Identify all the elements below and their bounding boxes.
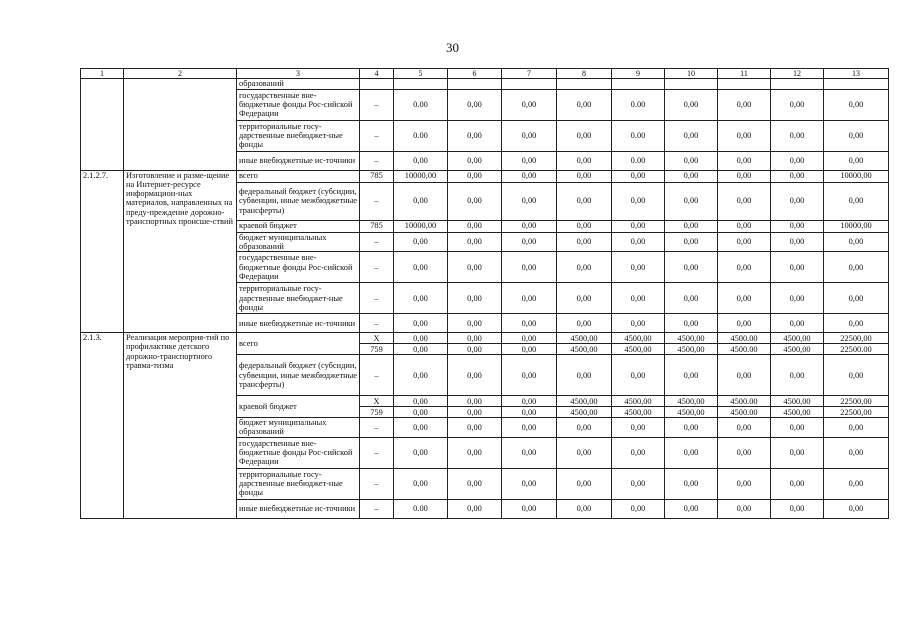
value-cell: 0,00 [448, 89, 502, 120]
value-cell: 0,00 [557, 468, 612, 499]
value-cell: 0,00 [502, 407, 557, 418]
value-cell: 0,00 [448, 120, 502, 151]
source-label: образований [237, 79, 360, 89]
value-cell: 0,00 [612, 355, 665, 396]
value-cell: 0,00 [448, 468, 502, 499]
value-cell: 22500,00 [824, 407, 889, 418]
value-cell: 0,00 [394, 418, 448, 438]
table-row [81, 170, 889, 182]
value-cell: 0,00 [394, 151, 448, 170]
value-cell: 10000,00 [824, 220, 889, 232]
value-cell: 0,00 [448, 232, 502, 252]
value-cell [771, 79, 824, 89]
value-cell: 0,00 [612, 437, 665, 468]
value-cell: 0,00 [771, 232, 824, 252]
value-cell: 0,00 [557, 232, 612, 252]
header-cell: 3 [237, 69, 360, 79]
value-cell: 0,00 [771, 283, 824, 314]
value-cell: 0,00 [824, 252, 889, 283]
value-cell: 0,00 [718, 437, 771, 468]
value-cell: 0,00 [502, 333, 557, 344]
value-cell: – [360, 252, 394, 283]
value-cell: 4500.00 [718, 407, 771, 418]
value-cell: 785 [360, 220, 394, 232]
header-cell: 10 [665, 69, 718, 79]
value-cell: 0,00 [718, 468, 771, 499]
value-cell [718, 79, 771, 89]
value-cell: – [360, 89, 394, 120]
value-cell: 0,00 [502, 170, 557, 182]
value-cell: 4500,00 [557, 333, 612, 344]
value-cell: 0.00 [612, 89, 665, 120]
value-cell: – [360, 437, 394, 468]
value-cell: – [360, 120, 394, 151]
value-cell [448, 79, 502, 89]
value-cell: 0,00 [612, 468, 665, 499]
value-cell: 0,00 [824, 120, 889, 151]
header-cell: 11 [718, 69, 771, 79]
value-cell: 4500,00 [771, 333, 824, 344]
value-cell: 0,00 [557, 314, 612, 333]
source-label: бюджет муниципальных образований [237, 232, 360, 252]
value-cell: 0,00 [448, 314, 502, 333]
value-cell: 4500,00 [612, 344, 665, 355]
header-cell: 5 [394, 69, 448, 79]
value-cell: 0,00 [612, 252, 665, 283]
value-cell: 0,00 [448, 407, 502, 418]
value-cell: 0,00 [394, 252, 448, 283]
value-cell [824, 79, 889, 89]
value-cell: 0,00 [502, 120, 557, 151]
value-cell: 10000,00 [824, 170, 889, 182]
header-cell: 9 [612, 69, 665, 79]
value-cell: 4500,00 [665, 344, 718, 355]
value-cell: 0,00 [394, 407, 448, 418]
value-cell [612, 79, 665, 89]
value-cell: 0,00 [557, 283, 612, 314]
value-cell: 0,00 [771, 252, 824, 283]
header-cell: 1 [81, 69, 124, 79]
value-cell: 0,00 [771, 120, 824, 151]
value-cell: 0,00 [824, 499, 889, 518]
item-code [81, 79, 124, 170]
value-cell: 0,00 [718, 355, 771, 396]
item-name: Реализация мероприя-тий по профилактике детского дорожно-транспортного травма-тизма [124, 333, 237, 519]
value-cell: 0,00 [665, 170, 718, 182]
value-cell: 0,00 [665, 437, 718, 468]
value-cell: 0,00 [718, 499, 771, 518]
value-cell: X [360, 333, 394, 344]
item-name: Изготовление и разме-щение на Интернет-ресурсе информацион-ных материалов, направленных на преду-преждение дорожно-транспортных происше-ствий [124, 170, 237, 333]
header-cell: 8 [557, 69, 612, 79]
value-cell: 0,00 [824, 283, 889, 314]
source-label: территориальные госу-дарственные внебюджет-ные фонды [237, 468, 360, 499]
value-cell: 0,00 [612, 499, 665, 518]
value-cell: 0,00 [502, 252, 557, 283]
value-cell: 0,00 [718, 283, 771, 314]
value-cell: 0,00 [502, 283, 557, 314]
source-label: территориальные госу-дарственные внебюджет-ные фонды [237, 120, 360, 151]
value-cell [360, 79, 394, 89]
source-label: всего [237, 170, 360, 182]
value-cell: 4500,00 [665, 333, 718, 344]
value-cell: 0,00 [771, 170, 824, 182]
value-cell: 0,00 [557, 182, 612, 220]
value-cell: 0,00 [612, 170, 665, 182]
value-cell: 0,00 [771, 468, 824, 499]
value-cell: 0,00 [448, 344, 502, 355]
value-cell [394, 79, 448, 89]
value-cell: 0,00 [612, 418, 665, 438]
value-cell: 0,00 [665, 314, 718, 333]
value-cell: 0,00 [665, 355, 718, 396]
value-cell: – [360, 468, 394, 499]
header-row [81, 69, 889, 79]
source-label: государственные вне-бюджетные фонды Рос-сийской Федерации [237, 89, 360, 120]
value-cell: 4500,00 [771, 407, 824, 418]
value-cell: 0,00 [665, 468, 718, 499]
value-cell: 0,00 [448, 333, 502, 344]
value-cell: 0,00 [557, 355, 612, 396]
value-cell: 4500,00 [665, 407, 718, 418]
value-cell: 0,00 [502, 396, 557, 407]
value-cell: 0,00 [448, 220, 502, 232]
value-cell: 0,00 [557, 220, 612, 232]
value-cell: 0,00 [665, 182, 718, 220]
value-cell: 0,00 [824, 232, 889, 252]
value-cell: 0,00 [448, 418, 502, 438]
value-cell: 10000,00 [394, 220, 448, 232]
value-cell: 0.00 [612, 120, 665, 151]
value-cell: 0,00 [665, 151, 718, 170]
value-cell: 0,00 [771, 182, 824, 220]
value-cell: 0,00 [502, 418, 557, 438]
value-cell: 0,00 [502, 220, 557, 232]
value-cell: 0,00 [394, 283, 448, 314]
value-cell: 0,00 [665, 418, 718, 438]
value-cell: 0,00 [824, 151, 889, 170]
budget-table [80, 68, 889, 519]
value-cell: 0,00 [824, 89, 889, 120]
source-label: краевой бюджет [237, 220, 360, 232]
value-cell: 4500,00 [612, 407, 665, 418]
source-label: федеральный бюджет (субсидии, субвенции, иные межбюджетные трансферты) [237, 355, 360, 396]
header-cell: 4 [360, 69, 394, 79]
value-cell: 0,00 [718, 151, 771, 170]
source-label: бюджет муниципальных образований [237, 418, 360, 438]
value-cell: 0,00 [448, 396, 502, 407]
value-cell: 0,00 [665, 232, 718, 252]
value-cell: 4500.00 [718, 344, 771, 355]
value-cell: 0,00 [394, 344, 448, 355]
table-body [81, 69, 889, 519]
item-code: 2.1.3. [81, 333, 124, 519]
value-cell: 759 [360, 344, 394, 355]
value-cell: 0,00 [824, 468, 889, 499]
value-cell: 4500,00 [771, 344, 824, 355]
source-label: территориальные госу-дарственные внебюджет-ные фонды [237, 283, 360, 314]
value-cell: 0,00 [718, 252, 771, 283]
value-cell: 0,00 [502, 232, 557, 252]
value-cell: 0,00 [502, 89, 557, 120]
value-cell: – [360, 151, 394, 170]
value-cell: 0,00 [665, 252, 718, 283]
source-label: государственные вне-бюджетные фонды Рос-сийской Федерации [237, 252, 360, 283]
header-cell: 6 [448, 69, 502, 79]
value-cell: 0,00 [502, 182, 557, 220]
source-label: иные внебюджетные ис-точники [237, 499, 360, 518]
value-cell: 0,00 [612, 220, 665, 232]
value-cell: 0,00 [557, 120, 612, 151]
value-cell: – [360, 232, 394, 252]
value-cell: 0,00 [665, 89, 718, 120]
value-cell: 0,00 [665, 220, 718, 232]
value-cell: 0,00 [718, 182, 771, 220]
value-cell: 0,00 [718, 120, 771, 151]
value-cell: 0,00 [502, 314, 557, 333]
value-cell: 0,00 [824, 314, 889, 333]
value-cell: 0,00 [394, 396, 448, 407]
value-cell: 759 [360, 407, 394, 418]
value-cell: 22500,00 [824, 333, 889, 344]
value-cell: 0,00 [394, 437, 448, 468]
value-cell: 0,00 [771, 355, 824, 396]
value-cell: 0,00 [394, 182, 448, 220]
value-cell: 0,00 [612, 182, 665, 220]
value-cell: 0,00 [394, 355, 448, 396]
value-cell: – [360, 314, 394, 333]
value-cell: 0,00 [557, 151, 612, 170]
value-cell: 0,00 [718, 314, 771, 333]
value-cell: 0,00 [824, 418, 889, 438]
value-cell: 0,00 [394, 314, 448, 333]
value-cell: – [360, 355, 394, 396]
value-cell: 4500,00 [612, 333, 665, 344]
value-cell [557, 79, 612, 89]
value-cell: – [360, 499, 394, 518]
value-cell: 0,00 [448, 182, 502, 220]
value-cell [665, 79, 718, 89]
item-name [124, 79, 237, 170]
value-cell: 0,00 [502, 344, 557, 355]
value-cell: 4500.00 [718, 396, 771, 407]
value-cell: X [360, 396, 394, 407]
value-cell: 0,00 [665, 120, 718, 151]
value-cell: 0,00 [718, 220, 771, 232]
source-label: государственные вне-бюджетные фонды Рос-сийской Федерации [237, 437, 360, 468]
value-cell: 4500.00 [718, 333, 771, 344]
value-cell: 10000,00 [394, 170, 448, 182]
source-label: всего [237, 333, 360, 355]
value-cell: 0,00 [557, 252, 612, 283]
value-cell: 0.00 [394, 89, 448, 120]
value-cell: 0,00 [502, 151, 557, 170]
value-cell: 0,00 [718, 232, 771, 252]
value-cell: 0,00 [394, 333, 448, 344]
value-cell: 0,00 [771, 499, 824, 518]
value-cell: 0,00 [771, 314, 824, 333]
value-cell: 0,00 [824, 182, 889, 220]
value-cell: 22500,00 [824, 396, 889, 407]
value-cell: 0,00 [665, 283, 718, 314]
value-cell: 0.00 [394, 120, 448, 151]
header-cell: 2 [124, 69, 237, 79]
value-cell: 0,00 [557, 499, 612, 518]
value-cell: 0.00 [394, 499, 448, 518]
value-cell: 0,00 [718, 418, 771, 438]
value-cell: 0,00 [448, 170, 502, 182]
header-cell: 13 [824, 69, 889, 79]
value-cell: 0,00 [557, 89, 612, 120]
value-cell: 0,00 [612, 314, 665, 333]
value-cell: 0,00 [448, 252, 502, 283]
source-label: иные внебюджетные ис-точники [237, 151, 360, 170]
value-cell: 22500.00 [824, 344, 889, 355]
value-cell: 4500,00 [557, 396, 612, 407]
value-cell: 4500,00 [612, 396, 665, 407]
value-cell: 0,00 [612, 283, 665, 314]
value-cell: – [360, 418, 394, 438]
value-cell: 0,00 [771, 151, 824, 170]
value-cell: 0,00 [502, 468, 557, 499]
value-cell: 4500,00 [557, 407, 612, 418]
value-cell: 0,00 [394, 468, 448, 499]
table-row [81, 333, 889, 344]
value-cell: 0,00 [824, 437, 889, 468]
value-cell: 4500,00 [771, 396, 824, 407]
value-cell: 0,00 [502, 437, 557, 468]
value-cell: 0,00 [557, 418, 612, 438]
value-cell: 0,00 [502, 355, 557, 396]
source-label: иные внебюджетные ис-точники [237, 314, 360, 333]
value-cell: – [360, 182, 394, 220]
header-cell: 7 [502, 69, 557, 79]
value-cell: 0,00 [718, 89, 771, 120]
value-cell: 0,00 [557, 170, 612, 182]
value-cell: 0,00 [448, 499, 502, 518]
value-cell: 4500,00 [665, 396, 718, 407]
value-cell: 785 [360, 170, 394, 182]
value-cell: 0.00 [612, 151, 665, 170]
value-cell: 0,00 [771, 89, 824, 120]
value-cell: 0,00 [448, 355, 502, 396]
header-cell: 12 [771, 69, 824, 79]
page-number: 30 [446, 40, 459, 55]
value-cell: 4500,00 [557, 344, 612, 355]
value-cell: 0,00 [448, 151, 502, 170]
value-cell: 0,00 [771, 418, 824, 438]
value-cell: 0,00 [557, 437, 612, 468]
value-cell: 0,00 [502, 499, 557, 518]
value-cell: 0,00 [448, 283, 502, 314]
item-code: 2.1.2.7. [81, 170, 124, 333]
value-cell: 0,00 [718, 170, 771, 182]
value-cell: 0,00 [612, 232, 665, 252]
value-cell: 0,00 [665, 499, 718, 518]
value-cell: 0,00 [771, 437, 824, 468]
value-cell [502, 79, 557, 89]
source-label: федеральный бюджет (субсидии, субвенции, иные межбюджетные трансферты) [237, 182, 360, 220]
value-cell: – [360, 283, 394, 314]
value-cell: 0,00 [824, 355, 889, 396]
value-cell: 0,00 [394, 232, 448, 252]
value-cell: 0,00 [771, 220, 824, 232]
value-cell: 0,00 [448, 437, 502, 468]
table-row [81, 79, 889, 89]
source-label: краевой бюджет [237, 396, 360, 418]
